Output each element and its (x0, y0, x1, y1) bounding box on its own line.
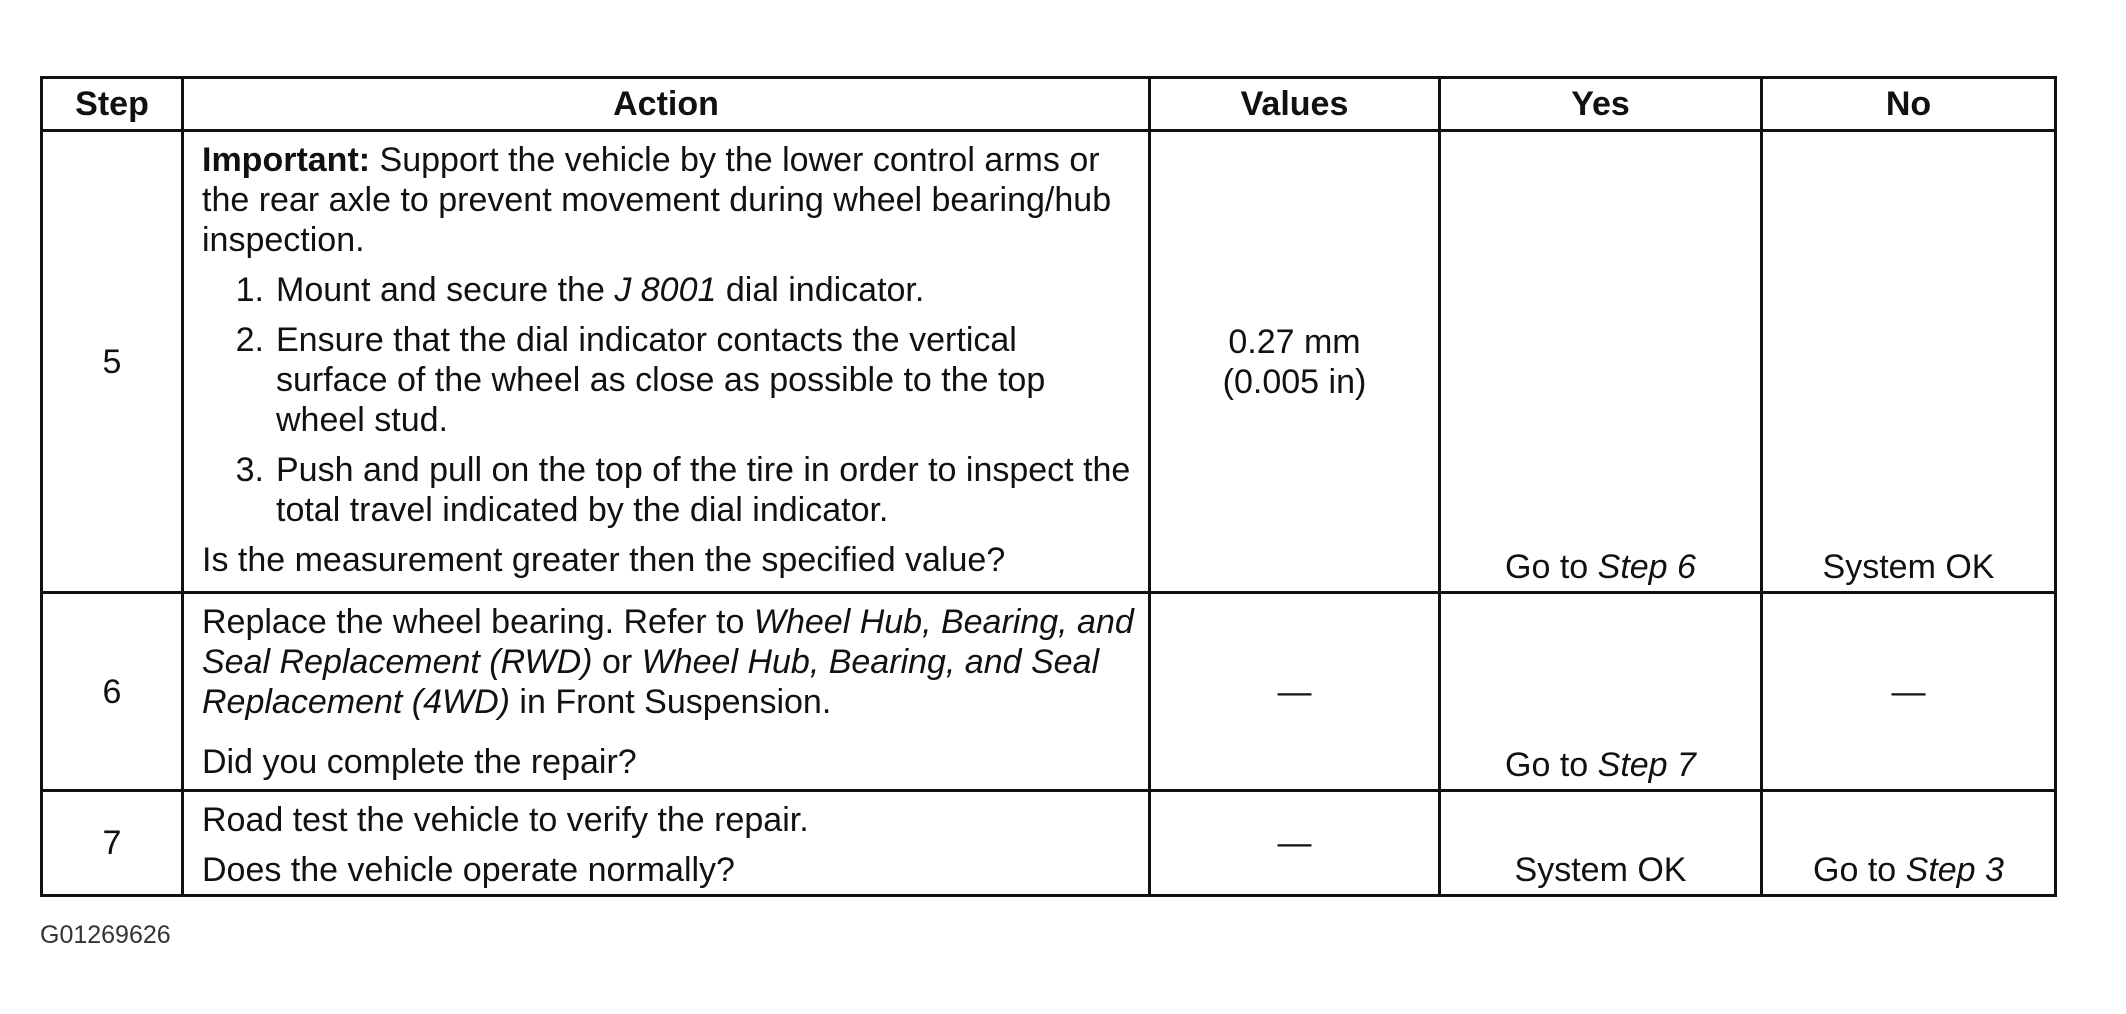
yes-cell (1440, 131, 1762, 593)
important-label: Important: (202, 141, 371, 179)
table-row-step-6 (42, 593, 2056, 791)
important-text: Support the vehicle by the lower control arms or the rear axle to prevent movement during wheel bearing/hub inspection. (202, 141, 1112, 259)
list-item (202, 450, 1134, 530)
action-cell (183, 791, 1150, 896)
diagnostic-table (40, 76, 2057, 897)
no-cell: — (1762, 593, 2056, 791)
no-cell (1762, 791, 2056, 896)
list-item-number: 1. (235, 271, 264, 309)
list-item-number: 2. (235, 321, 264, 359)
procedure-list (202, 270, 1134, 530)
header-action: Action (183, 78, 1150, 131)
no-cell: System OK (1762, 131, 2056, 593)
list-item-text: Ensure that the dial indicator contacts the vertical surface of the wheel as close as possible to the top wheel stud. (276, 321, 1046, 439)
value-imperial: (0.005 in) (1222, 362, 1367, 401)
values-cell: — (1150, 593, 1440, 791)
action-cell (183, 593, 1150, 791)
step-link[interactable]: Step 3 (1905, 851, 2004, 889)
instruction-text: Road test the vehicle to verify the repair. (202, 801, 809, 839)
table-row-step-7 (42, 791, 2056, 896)
header-step: Step (42, 78, 183, 131)
header-no: No (1762, 78, 2056, 131)
step-number: 7 (42, 791, 183, 896)
list-item-number: 3. (235, 451, 264, 489)
instruction-text (202, 602, 1134, 722)
procedure-reference[interactable]: Wheel Hub, Bearing, and Seal Replacement (RWD) (202, 603, 1134, 681)
yes-prefix: Go to (1505, 548, 1598, 586)
list-item (202, 270, 1134, 310)
step-number: 6 (42, 593, 183, 791)
question-text: Did you complete the repair? (202, 743, 637, 781)
header-yes: Yes (1440, 78, 1762, 131)
yes-cell: System OK (1440, 791, 1762, 896)
values-cell (1150, 131, 1440, 593)
tool-reference: J 8001 (614, 271, 717, 309)
instruction-part: or (592, 643, 642, 681)
list-item-text (276, 270, 1134, 310)
procedure-reference[interactable]: Wheel Hub, Bearing, and Seal Replacement (4WD) (202, 643, 1100, 721)
list-item-text-post: dial indicator. (716, 271, 925, 309)
yes-prefix: Go to (1505, 746, 1598, 784)
list-item (202, 320, 1134, 440)
header-values: Values (1150, 78, 1440, 131)
no-prefix: Go to (1813, 851, 1906, 889)
table-row-step-5 (42, 131, 2056, 593)
value-metric: 0.27 mm (1228, 322, 1361, 361)
figure-id: G01269626 (40, 921, 171, 949)
important-note (202, 140, 1134, 260)
yes-cell (1440, 593, 1762, 791)
instruction-part: in Front Suspension. (509, 683, 832, 721)
list-item-text: Push and pull on the top of the tire in order to inspect the total travel indicated by the dial indicator. (276, 451, 1131, 529)
list-item-text-pre: Mount and secure the (276, 271, 615, 309)
header-row (42, 78, 2056, 131)
instruction-part: Replace the wheel bearing. Refer to (202, 603, 754, 641)
step-link[interactable]: Step 6 (1597, 548, 1696, 586)
values-cell: — (1150, 791, 1440, 896)
step-number: 5 (42, 131, 183, 593)
question-text: Is the measurement greater then the specified value? (202, 541, 1006, 579)
step-link[interactable]: Step 7 (1597, 746, 1696, 784)
action-cell (183, 131, 1150, 593)
question-text: Does the vehicle operate normally? (202, 851, 735, 889)
